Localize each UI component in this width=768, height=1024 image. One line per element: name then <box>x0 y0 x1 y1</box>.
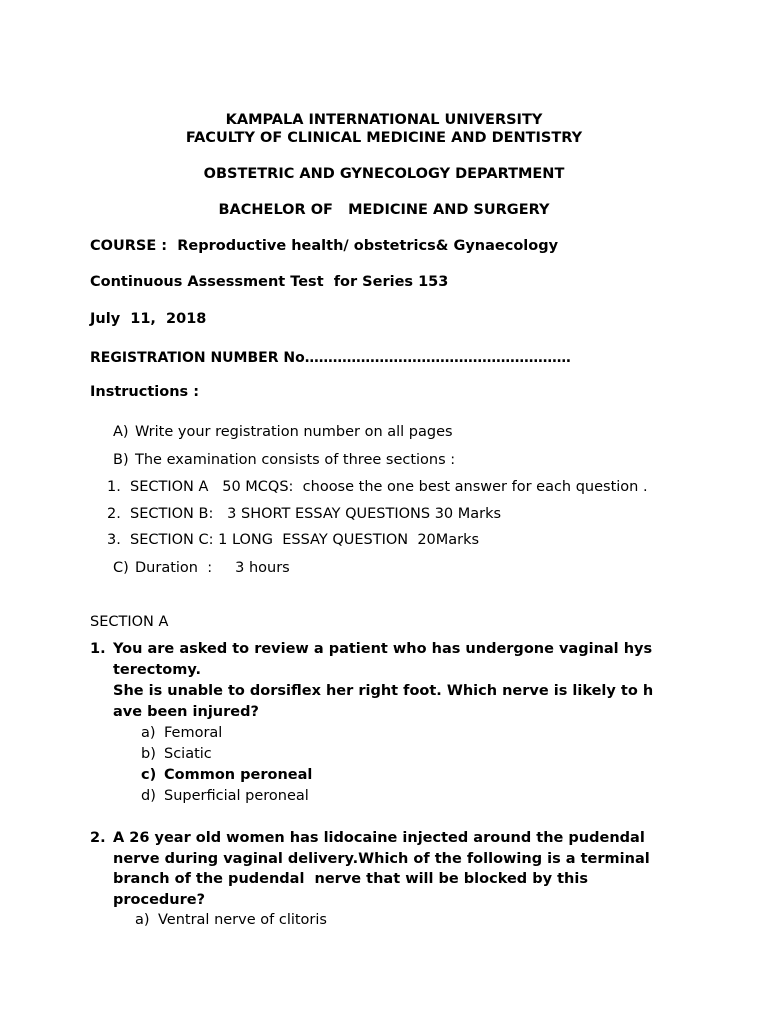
question-text-line: A 26 year old women has lidocaine injected around the pudendal <box>113 830 645 846</box>
section-list-marker: 1. <box>107 479 121 495</box>
date-line: July 11, 2018 <box>90 311 207 327</box>
course-line: COURSE : Reproductive health/ obstetrics& Gynaecology <box>90 238 559 254</box>
instruction-text: The examination consists of three sections : <box>135 452 456 468</box>
instructions-heading: Instructions : <box>90 384 200 400</box>
section-list-marker: 2. <box>107 506 121 522</box>
option-text: Sciatic <box>164 746 212 762</box>
option-text: Common peroneal <box>164 767 313 783</box>
question-text-line: She is unable to dorsiflex her right foot. Which nerve is likely to h <box>113 683 654 699</box>
answer-option-highlighted <box>141 766 313 784</box>
section-list-item <box>107 505 502 523</box>
registration-number-line: REGISTRATION NUMBER No………………………………………………… <box>90 350 571 366</box>
section-list-text: SECTION C: 1 LONG ESSAY QUESTION 20Marks <box>130 532 480 548</box>
section-list-item <box>107 478 648 496</box>
section-list-text: SECTION A 50 MCQS: choose the one best answer for each question . <box>130 479 648 495</box>
university-title: KAMPALA INTERNATIONAL UNIVERSITY <box>225 112 543 128</box>
option-marker: d) <box>141 788 156 804</box>
question-text-line: ave been injured? <box>113 704 259 720</box>
degree-title: BACHELOR OF MEDICINE AND SURGERY <box>218 202 550 218</box>
answer-option <box>141 724 223 742</box>
instruction-text: Duration : 3 hours <box>135 560 290 576</box>
option-marker: a) <box>135 912 150 928</box>
section-list-item <box>107 531 480 549</box>
instruction-item-b <box>113 451 456 469</box>
question-number: 1. <box>90 641 106 657</box>
instruction-text: Write your registration number on all pages <box>135 424 453 440</box>
answer-option <box>135 911 327 929</box>
instruction-item-a <box>113 423 453 441</box>
question-text-line: procedure? <box>113 892 206 908</box>
answer-option <box>141 745 212 763</box>
section-list-text: SECTION B: 3 SHORT ESSAY QUESTIONS 30 Marks <box>130 506 502 522</box>
question-text-line: terectomy. <box>113 662 201 678</box>
instruction-marker: C) <box>113 560 129 576</box>
assessment-line: Continuous Assessment Test for Series 153 <box>90 274 449 290</box>
department-title: OBSTETRIC AND GYNECOLOGY DEPARTMENT <box>203 166 565 182</box>
answer-option <box>141 787 309 805</box>
option-text: Superficial peroneal <box>164 788 309 804</box>
option-marker: a) <box>141 725 156 741</box>
instruction-item-c <box>113 559 290 577</box>
faculty-title: FACULTY OF CLINICAL MEDICINE AND DENTISTRY <box>185 130 583 146</box>
question-text-line: You are asked to review a patient who has undergone vaginal hys <box>113 641 653 657</box>
option-marker: b) <box>141 746 156 762</box>
section-a-heading: SECTION A <box>90 614 169 630</box>
question-number: 2. <box>90 830 106 846</box>
instruction-marker: B) <box>113 452 129 468</box>
option-text: Ventral nerve of clitoris <box>158 912 327 928</box>
question-text-line: branch of the pudendal nerve that will be blocked by this <box>113 871 588 887</box>
section-list-marker: 3. <box>107 532 121 548</box>
option-text: Femoral <box>164 725 223 741</box>
instruction-marker: A) <box>113 424 129 440</box>
question-text-line: nerve during vaginal delivery.Which of the following is a terminal <box>113 851 650 867</box>
option-marker: c) <box>141 767 157 783</box>
